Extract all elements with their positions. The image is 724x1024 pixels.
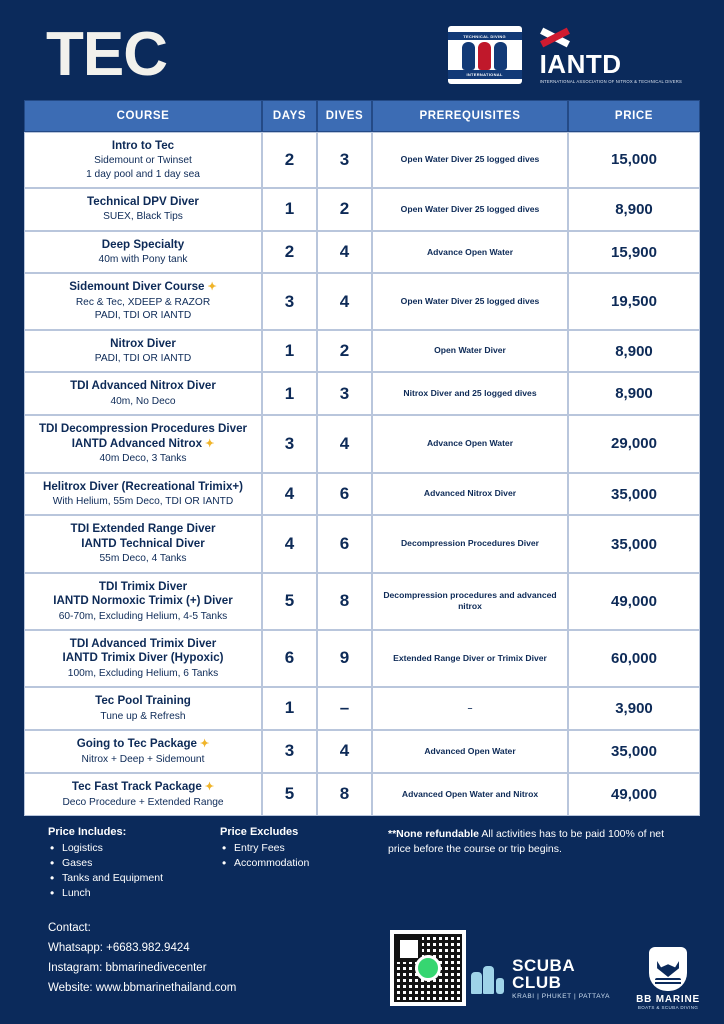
cell-prerequisites-value: Open Water Diver 25 logged dives	[400, 295, 540, 306]
cell-course	[24, 273, 262, 329]
cell-prerequisites	[372, 687, 568, 730]
cell-days	[262, 273, 317, 329]
cell-days	[262, 630, 317, 687]
cell-days	[262, 730, 317, 773]
cell-course	[24, 630, 262, 687]
price-excludes-title: Price Excludes	[220, 825, 299, 838]
iantd-subtitle: INTERNATIONAL ASSOCIATION OF NITROX & TECHNICAL DIVERS	[539, 78, 682, 84]
cell-days	[262, 473, 317, 516]
cell-dives	[317, 372, 372, 415]
cell-prerequisites	[372, 573, 568, 630]
table-row	[24, 330, 700, 373]
cell-price	[568, 473, 700, 516]
cell-days	[262, 415, 317, 472]
price-excludes-list	[220, 842, 388, 869]
cell-dives	[317, 132, 372, 188]
course-subtitle: With Helium, 55m Deco, TDI OR IANTD	[52, 496, 234, 508]
course-subtitle: Tune up & Refresh	[100, 710, 186, 722]
qr-code-pattern	[394, 934, 462, 1002]
cell-price-value: 29,000	[611, 435, 657, 453]
price-includes-title: Price Includes:	[48, 825, 127, 838]
sparkle-icon: ✦	[204, 281, 217, 294]
column-header-price: PRICE	[568, 100, 700, 132]
cell-course	[24, 473, 262, 516]
cell-dives-value: 9	[339, 648, 350, 668]
cell-course	[24, 330, 262, 373]
bb-marine-name: BB MARINE	[636, 994, 700, 1005]
cell-course	[24, 372, 262, 415]
course-name: Nitrox Diver	[110, 336, 176, 350]
cell-days	[262, 515, 317, 572]
cell-prerequisites	[372, 515, 568, 572]
table-row	[24, 273, 700, 329]
cell-prerequisites-value: Decompression Procedures Diver	[400, 538, 540, 549]
table-row	[24, 415, 700, 472]
cell-prerequisites-value: Advanced Open Water	[424, 745, 516, 756]
cell-dives-value: 6	[339, 484, 350, 504]
cell-days-value: 4	[284, 484, 295, 504]
cell-days-value: 6	[284, 648, 295, 668]
course-subtitle: Rec & Tec, XDEEP & RAZOR PADI, TDI OR IANTD	[75, 297, 211, 322]
cell-course	[24, 730, 262, 773]
course-subtitle: PADI, TDI OR IANTD	[94, 353, 192, 365]
course-name: TDI Advanced Trimix Diver IANTD Trimix Diver (Hypoxic)	[62, 636, 224, 665]
course-name: Tec Fast Track Package ✦	[71, 779, 215, 793]
course-name: TDI Decompression Procedures Diver IANTD Advanced Nitrox ✦	[38, 422, 248, 450]
sparkle-icon: ✦	[201, 780, 215, 793]
bb-marine-subtitle: BOATS & SCUBA DIVING	[637, 1005, 699, 1010]
cell-price-value: 19,500	[611, 293, 657, 311]
course-name: Deep Specialty	[101, 237, 185, 251]
sparkle-icon: ✦	[196, 737, 210, 750]
course-subtitle: 60-70m, Excluding Helium, 4-5 Tanks	[58, 610, 228, 622]
course-subtitle: Nitrox + Deep + Sidemount	[81, 753, 205, 765]
cell-price-value: 15,000	[611, 151, 657, 169]
cell-price-value: 49,000	[611, 785, 657, 803]
cell-price-value: 8,900	[615, 342, 653, 360]
page-title: TEC	[46, 20, 167, 89]
price-includes-block	[48, 826, 220, 902]
cell-price	[568, 231, 700, 274]
table-row	[24, 515, 700, 572]
qr-code[interactable]	[390, 930, 466, 1006]
cell-price-value: 3,900	[615, 699, 653, 717]
cell-days-value: 2	[284, 149, 295, 169]
cell-dives-value: 6	[339, 534, 350, 553]
iantd-wordmark: IANTD	[539, 48, 622, 79]
scuba-club-line2: CLUB	[512, 972, 562, 992]
sparkle-icon: ✦	[202, 437, 215, 450]
cell-days	[262, 687, 317, 730]
course-subtitle: 100m, Excluding Helium, 6 Tanks	[67, 667, 219, 679]
cell-prerequisites-value: Nitrox Diver and 25 logged dives	[403, 388, 537, 399]
cell-dives	[317, 473, 372, 516]
table-row	[24, 372, 700, 415]
cell-prerequisites-value: Decompression procedures and advanced nitrox	[383, 590, 557, 612]
cell-course	[24, 188, 262, 231]
cell-prerequisites-value: Advance Open Water	[426, 246, 514, 257]
tdi-logo	[448, 26, 522, 84]
cell-prerequisites	[372, 415, 568, 472]
cell-days-value: 1	[284, 199, 295, 219]
cell-prerequisites	[372, 330, 568, 373]
cell-prerequisites	[372, 630, 568, 687]
course-name: Sidemount Diver Course ✦	[69, 280, 217, 294]
cell-prerequisites-value: Open Water Diver 25 logged dives	[400, 154, 540, 165]
iantd-logo	[540, 27, 682, 84]
cell-price	[568, 132, 700, 188]
cell-prerequisites	[372, 231, 568, 274]
cell-days-value: 3	[284, 741, 295, 761]
cell-prerequisites-value: Advance Open Water	[426, 438, 514, 449]
list-item: • Accommodation	[220, 857, 388, 869]
cell-price-value: 8,900	[615, 200, 653, 218]
cell-prerequisites	[372, 372, 568, 415]
cell-dives-value: 4	[339, 242, 350, 262]
table-row	[24, 773, 700, 816]
cell-days-value: 4	[284, 534, 295, 553]
cell-dives-value: 4	[339, 741, 350, 761]
cell-price	[568, 372, 700, 415]
cell-price	[568, 188, 700, 231]
course-subtitle: Sidemount or Twinset 1 day pool and 1 day sea	[86, 155, 200, 180]
course-subtitle: SUEX, Black Tips	[103, 211, 183, 223]
cell-prerequisites-value: –	[467, 702, 473, 713]
refund-note-text: All activities has to be paid 100% of net price before the course or trip begins.	[388, 827, 665, 855]
table-row	[24, 573, 700, 630]
course-subtitle: 55m Deco, 4 Tanks	[99, 553, 187, 565]
cell-prerequisites-value: Extended Range Diver or Trimix Diver	[393, 652, 547, 663]
table-row	[24, 687, 700, 730]
course-subtitle: Deco Procedure + Extended Range	[62, 796, 224, 808]
table-row	[24, 231, 700, 274]
cell-days	[262, 773, 317, 816]
cell-course	[24, 415, 262, 472]
cell-days-value: 1	[284, 341, 295, 361]
list-item: • Logistics	[48, 842, 220, 854]
cell-dives	[317, 273, 372, 329]
cell-price	[568, 515, 700, 572]
refund-note-block	[388, 826, 678, 902]
cell-prerequisites	[372, 773, 568, 816]
cell-dives-value: 2	[339, 341, 350, 361]
logo-group	[448, 26, 682, 84]
scuba-club-logo	[470, 957, 610, 1001]
cell-days-value: 3	[284, 291, 295, 311]
cell-price	[568, 330, 700, 373]
table-row	[24, 630, 700, 687]
cell-prerequisites	[372, 273, 568, 329]
cell-dives-value: 8	[339, 591, 350, 611]
cell-days-value: 5	[284, 784, 295, 804]
course-name: TDI Advanced Nitrox Diver	[70, 379, 216, 393]
cell-price-value: 35,000	[611, 535, 657, 553]
column-header-days: DAYS	[262, 100, 317, 132]
cell-course	[24, 687, 262, 730]
cell-days	[262, 132, 317, 188]
price-excludes-block	[220, 826, 388, 902]
course-name: TDI Extended Range Diver IANTD Technical Diver	[70, 522, 216, 550]
cell-prerequisites-value: Advanced Nitrox Diver	[423, 488, 517, 499]
course-name: TDI Trimix Diver IANTD Normoxic Trimix (+) Diver	[53, 579, 233, 608]
cell-dives	[317, 330, 372, 373]
cell-prerequisites	[372, 188, 568, 231]
cell-price	[568, 630, 700, 687]
cell-price	[568, 687, 700, 730]
refund-note-bold: **None refundable	[388, 827, 480, 840]
cell-dives-value: 4	[339, 291, 350, 311]
contact-title: Contact:	[48, 921, 91, 934]
bb-marine-logo	[636, 947, 700, 1010]
scuba-club-locations: KRABI | PHUKET | PATTAYA	[512, 992, 611, 1000]
cell-price	[568, 573, 700, 630]
cell-dives	[317, 188, 372, 231]
cell-days	[262, 188, 317, 231]
column-header-dives: DIVES	[317, 100, 372, 132]
tdi-top-text: TECHNICAL DIVING	[448, 32, 522, 40]
cell-course	[24, 515, 262, 572]
column-header-prerequisites: PREREQUISITES	[372, 100, 568, 132]
cell-dives	[317, 730, 372, 773]
cell-days	[262, 573, 317, 630]
cell-price-value: 15,900	[611, 243, 657, 261]
table-row	[24, 730, 700, 773]
cell-dives	[317, 773, 372, 816]
cell-course	[24, 573, 262, 630]
scuba-club-line1: SCUBA	[512, 955, 576, 975]
bb-marine-shield-icon	[649, 947, 687, 991]
cell-price-value: 8,900	[615, 385, 653, 403]
cell-days-value: 3	[284, 433, 295, 453]
course-subtitle: 40m, No Deco	[110, 395, 176, 407]
cell-dives-value: 3	[339, 383, 350, 403]
cell-dives-value: 8	[339, 784, 350, 804]
table-row	[24, 132, 700, 188]
cell-prerequisites	[372, 132, 568, 188]
cell-prerequisites	[372, 473, 568, 516]
table-row	[24, 473, 700, 516]
table-body	[24, 132, 700, 816]
cell-dives	[317, 573, 372, 630]
course-name: Intro to Tec	[111, 139, 175, 152]
cell-prerequisites-value: Open Water Diver 25 logged dives	[400, 203, 540, 214]
cell-dives-value: 3	[339, 149, 350, 169]
cell-dives-value: –	[339, 698, 350, 718]
cell-days	[262, 330, 317, 373]
list-item: • Entry Fees	[220, 842, 388, 854]
table-header-row	[24, 100, 700, 132]
iantd-mark-icon	[540, 27, 570, 49]
cell-price	[568, 415, 700, 472]
cell-days-value: 1	[284, 698, 295, 718]
cell-dives	[317, 231, 372, 274]
cell-price	[568, 730, 700, 773]
contact-whatsapp[interactable]: Whatsapp: +6683.982.9424	[48, 941, 190, 954]
cell-prerequisites-value: Open Water Diver	[434, 345, 506, 356]
course-subtitle: 40m with Pony tank	[98, 254, 188, 266]
wave-icon	[655, 978, 681, 986]
cell-price-value: 35,000	[611, 485, 657, 503]
bull-icon	[657, 961, 679, 977]
cell-days-value: 2	[284, 242, 295, 262]
contact-website[interactable]: Website: www.bbmarinethailand.com	[48, 982, 237, 995]
scuba-tanks-icon	[470, 962, 504, 996]
column-header-course: COURSE	[24, 100, 262, 132]
cell-days	[262, 372, 317, 415]
cell-course	[24, 132, 262, 188]
course-name: Helitrox Diver (Recreational Trimix+)	[42, 479, 244, 493]
tdi-bottom-text: INTERNATIONAL	[448, 70, 522, 79]
cell-dives	[317, 630, 372, 687]
tdi-tanks-icon	[462, 42, 507, 70]
cell-prerequisites-value: Advanced Open Water and Nitrox	[401, 788, 539, 799]
cell-price-value: 60,000	[611, 649, 657, 667]
cell-dives	[317, 415, 372, 472]
page-header	[24, 0, 700, 96]
cell-prerequisites	[372, 730, 568, 773]
course-subtitle: 40m Deco, 3 Tanks	[99, 453, 187, 465]
cell-days-value: 1	[284, 383, 295, 403]
cell-course	[24, 773, 262, 816]
cell-price	[568, 773, 700, 816]
course-name: Technical DPV Diver	[87, 194, 199, 208]
cell-dives-value: 2	[339, 199, 350, 219]
brand-logos-row	[470, 947, 700, 1010]
cell-dives	[317, 687, 372, 730]
list-item: • Tanks and Equipment	[48, 872, 220, 884]
contact-instagram[interactable]: Instagram: bbmarinedivecenter	[48, 962, 207, 975]
cell-price-value: 35,000	[611, 742, 657, 760]
table-row	[24, 188, 700, 231]
list-item: • Lunch	[48, 887, 220, 899]
list-item: • Gases	[48, 857, 220, 869]
cell-price	[568, 273, 700, 329]
course-name: Going to Tec Package ✦	[76, 736, 210, 750]
course-name: Tec Pool Training	[95, 694, 191, 708]
cell-course	[24, 231, 262, 274]
cell-dives	[317, 515, 372, 572]
cell-days	[262, 231, 317, 274]
cell-days-value: 5	[284, 591, 295, 611]
course-price-table	[24, 100, 700, 816]
price-includes-list	[48, 842, 220, 899]
cell-dives-value: 4	[339, 433, 350, 453]
cell-price-value: 49,000	[611, 592, 657, 610]
